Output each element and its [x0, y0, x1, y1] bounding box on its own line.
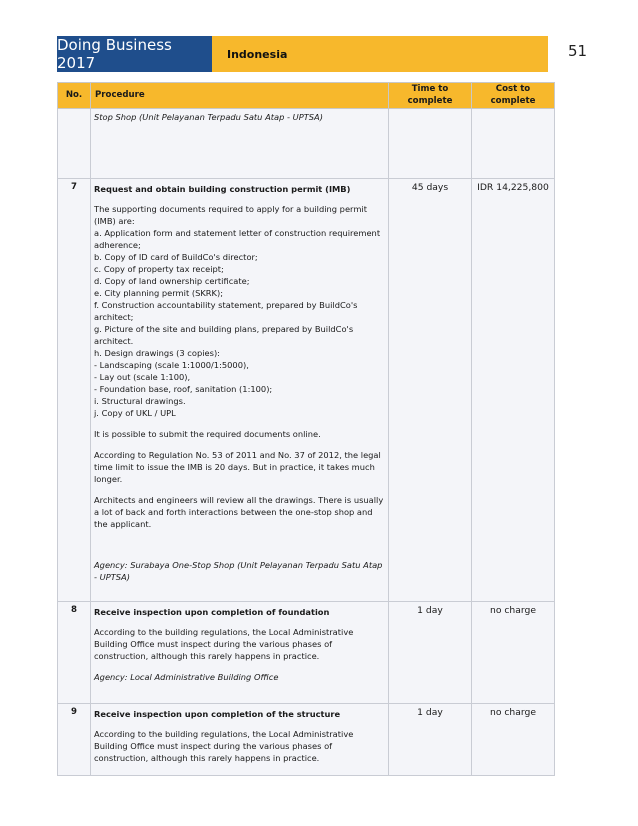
- table-row: [58, 602, 555, 704]
- time-value: 1 day: [389, 704, 472, 776]
- cost-cell: [472, 108, 555, 178]
- time-cell: [389, 108, 472, 178]
- column-header-cost: Cost to complete: [472, 83, 555, 109]
- procedure-paragraph: According to the building regulations, the Local Administrative Building Office must inspect during the various phases of construction, although this rarely happens in practice.: [94, 729, 354, 764]
- country-name: Indonesia: [212, 36, 548, 72]
- document-item: - Landscaping (scale 1:1000/1:5000),: [94, 360, 249, 371]
- document-item: a. Application form and statement letter of construction requirement adherence;: [94, 227, 381, 250]
- document-item: j. Copy of UKL / UPL: [94, 408, 176, 419]
- procedure-cell: [91, 602, 389, 704]
- cost-value: no charge: [472, 602, 555, 704]
- cost-value: no charge: [472, 704, 555, 776]
- procedure-paragraph: According to Regulation No. 53 of 2011 and No. 37 of 2012, the legal time limit to issue the IMB is 20 days. But in practice, it takes much longer.: [94, 450, 381, 485]
- document-item: d. Copy of land ownership certificate;: [94, 276, 250, 287]
- row-number: 9: [58, 704, 91, 776]
- procedure-cell: [91, 704, 389, 776]
- procedure-intro: The supporting documents required to apply for a building permit (IMB) are:: [94, 203, 367, 226]
- document-item: h. Design drawings (3 copies):: [94, 348, 220, 359]
- cost-value: IDR 14,225,800: [472, 178, 555, 601]
- document-item: - Foundation base, roof, sanitation (1:100);: [94, 384, 273, 395]
- column-header-procedure: Procedure: [91, 83, 389, 109]
- procedure-paragraph: Architects and engineers will review all the drawings. There is usually a lot of back and forth interactions between the one-stop shop and the applicant.: [94, 495, 384, 530]
- agency-text: Agency: Local Administrative Building Office: [94, 672, 279, 683]
- document-item: e. City planning permit (SKRK);: [94, 288, 224, 299]
- time-value: 45 days: [389, 178, 472, 601]
- column-header-time: Time to complete: [389, 83, 472, 109]
- procedure-title: Receive inspection upon completion of the structure: [94, 709, 341, 720]
- table-row: [58, 108, 555, 178]
- procedure-cell: [91, 178, 389, 601]
- column-header-no: No.: [58, 83, 91, 109]
- document-item: c. Copy of property tax receipt;: [94, 264, 224, 274]
- document-item: i. Structural drawings.: [94, 396, 186, 407]
- procedure-title: Receive inspection upon completion of foundation: [94, 607, 330, 618]
- document-item: - Lay out (scale 1:100),: [94, 372, 191, 383]
- agency-text: Agency: Surabaya One-Stop Shop (Unit Pelayanan Terpadu Satu Atap - UPTSA): [94, 560, 383, 583]
- agency-text: Stop Shop (Unit Pelayanan Terpadu Satu Atap - UPTSA): [94, 111, 323, 122]
- page-number: 51: [568, 42, 588, 60]
- procedure-cell: [91, 108, 389, 178]
- page-banner: [57, 36, 548, 72]
- procedure-paragraph: According to the building regulations, the Local Administrative Building Office must inspect during the various phases of construction, although this rarely happens in practice.: [94, 627, 354, 662]
- procedures-table: [57, 82, 555, 776]
- table-row: [58, 704, 555, 776]
- table-header-row: [58, 83, 555, 109]
- table-row: [58, 178, 555, 601]
- procedure-paragraph: It is possible to submit the required documents online.: [94, 429, 321, 440]
- time-value: 1 day: [389, 602, 472, 704]
- row-number: 7: [58, 178, 91, 601]
- row-number-cell: [58, 108, 91, 178]
- document-item: f. Construction accountability statement, prepared by BuildCo's architect;: [94, 300, 358, 323]
- document-item: b. Copy of ID card of BuildCo's director;: [94, 251, 258, 262]
- document-item: g. Picture of the site and building plans, prepared by BuildCo's architect.: [94, 324, 354, 347]
- procedure-title: Request and obtain building construction permit (IMB): [94, 183, 351, 194]
- row-number: 8: [58, 602, 91, 704]
- report-title: Doing Business 2017: [57, 36, 212, 72]
